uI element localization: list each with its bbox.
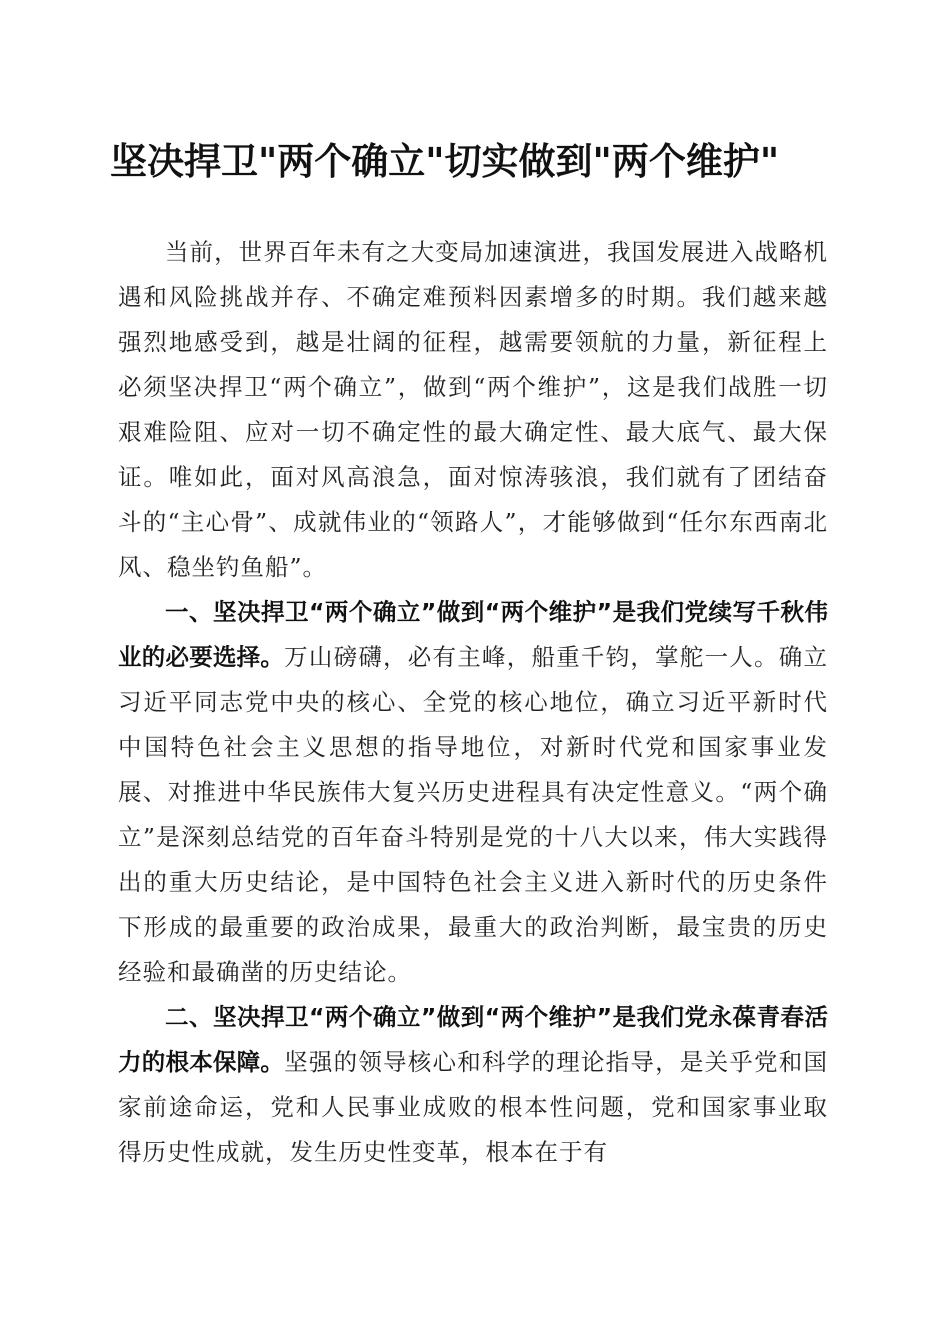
- paragraph-text: 坚强的领导核心和科学的理论指导，是关乎党和国家前途命运，党和人民事业成败的根本性问题，党和国家事业取得历史性成就，发生历史性变革，根本在于有: [118, 1048, 828, 1166]
- paragraph-section-1: [118, 590, 828, 995]
- paragraph-section-2: [118, 995, 828, 1175]
- document-body: [118, 230, 828, 1175]
- paragraph-text: 当前，世界百年未有之大变局加速演进，我国发展进入战略机遇和风险挑战并存、不确定难预料因素增多的时期。我们越来越强烈地感受到，越是壮阔的征程，越需要领航的力量，新征程上必须坚决捍卫“两个确立”，做到“两个维护”，这是我们战胜一切艰难险阻、应对一切不确定性的最大确定性、最大底气、最大保证。唯如此，面对风高浪急，面对惊涛骇浪，我们就有了团结奋斗的“主心骨”、成就伟业的“领路人”，才能够做到“任尔东西南北风、稳坐钓鱼船”。: [118, 238, 828, 581]
- paragraph-text: 万山磅礴，必有主峰，船重千钧，掌舵一人。确立习近平同志党中央的核心、全党的核心地位，确立习近平新时代中国特色社会主义思想的指导地位，对新时代党和国家事业发展、对推进中华民族伟大复兴历史进程具有决定性意义。“两个确立”是深刻总结党的百年奋斗特别是党的十八大以来，伟大实践得出的重大历史结论，是中国特色社会主义进入新时代的历史条件下形成的最重要的政治成果，最重大的政治判断，最宝贵的历史经验和最确凿的历史结论。: [118, 643, 828, 986]
- paragraph-intro: [118, 230, 828, 590]
- section-heading: 一、坚决捍卫“两个确立”做到“两个维护”是我们党续写千秋伟业的必要选择。: [118, 598, 828, 671]
- section-heading: 二、坚决捍卫“两个确立”做到“两个维护”是我们党永葆青春活力的根本保障。: [118, 1003, 828, 1076]
- document-title: 坚决捍卫"两个确立"切实做到"两个维护": [110, 139, 780, 183]
